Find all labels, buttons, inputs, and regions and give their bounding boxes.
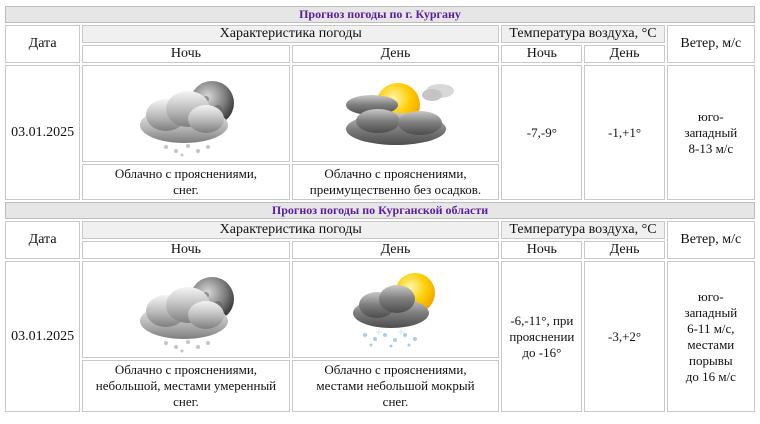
- day-description: [292, 360, 500, 412]
- wind-line: юго-: [698, 108, 724, 124]
- description-line: небольшой, местами умеренный: [95, 378, 277, 393]
- date-header: Дата: [5, 25, 80, 63]
- temp-line: до -16°: [522, 344, 562, 360]
- wind-cell: [667, 65, 755, 200]
- description-line: преимущественно без осадков.: [309, 182, 482, 197]
- description-line: Облачно с прояснениями,: [114, 166, 258, 181]
- cloudy-sun-sleet-icon: [335, 265, 455, 355]
- wind-header: Ветер, м/с: [667, 221, 755, 259]
- partly-cloudy-sun-icon: [330, 69, 460, 159]
- temp-night-header: Ночь: [501, 241, 582, 259]
- wind-line: 8-13 м/с: [688, 140, 734, 156]
- temp-night-header: Ночь: [501, 45, 582, 63]
- night-description: [82, 360, 290, 412]
- date-header: Дата: [5, 221, 80, 259]
- temp-line: прояснении: [509, 328, 575, 344]
- date-cell: 03.01.2025: [5, 65, 80, 200]
- section-title-region: Прогноз погоды по Курганской области: [5, 202, 755, 219]
- temp-day-cell: -1,+1°: [584, 65, 664, 200]
- forecast-container: [3, 4, 757, 414]
- weather-header: Характеристика погоды: [82, 221, 499, 239]
- description-line: снег.: [173, 394, 199, 409]
- forecast-table: [3, 4, 757, 414]
- cloudy-night-moon-snow-icon: [126, 265, 246, 355]
- temp-line: -6,-11°, при: [510, 312, 574, 328]
- description-line: местами небольшой мокрый: [316, 378, 475, 393]
- description-line: Облачно с прояснениями,: [324, 166, 467, 181]
- day-description: [292, 164, 500, 200]
- temperature-header: Температура воздуха, °С: [501, 221, 664, 239]
- night-header: Ночь: [82, 241, 290, 259]
- description-line: снег.: [173, 182, 199, 197]
- temperature-header: Температура воздуха, °С: [501, 25, 664, 43]
- wind-line: западный: [684, 124, 738, 140]
- description-line: Облачно с прояснениями,: [114, 362, 258, 377]
- weather-header: Характеристика погоды: [82, 25, 499, 43]
- night-description: [82, 164, 290, 200]
- section-title-city: Прогноз погоды по г. Кургану: [5, 6, 755, 23]
- wind-cell: [667, 261, 755, 412]
- night-icon-cell: [82, 261, 290, 358]
- night-icon-cell: [82, 65, 290, 162]
- temp-night-cell: [501, 261, 582, 412]
- day-icon-cell: [292, 65, 500, 162]
- temp-day-header: День: [584, 45, 664, 63]
- wind-line: западный: [684, 304, 738, 320]
- temp-day-header: День: [584, 241, 664, 259]
- wind-line: юго-: [698, 288, 724, 304]
- description-line: снег.: [382, 394, 409, 409]
- night-header: Ночь: [82, 45, 290, 63]
- temp-night-cell: -7,-9°: [501, 65, 582, 200]
- wind-line: 6-11 м/с,: [687, 320, 735, 336]
- wind-header: Ветер, м/с: [667, 25, 755, 63]
- wind-line: местами: [687, 336, 735, 352]
- day-header: День: [292, 45, 500, 63]
- cloudy-night-moon-snow-icon: [126, 69, 246, 159]
- description-line: Облачно с прояснениями,: [324, 362, 467, 377]
- date-cell: 03.01.2025: [5, 261, 80, 412]
- wind-line: порывы: [689, 352, 733, 368]
- wind-line: до 16 м/с: [685, 368, 736, 384]
- temp-day-cell: -3,+2°: [584, 261, 664, 412]
- day-header: День: [292, 241, 500, 259]
- day-icon-cell: [292, 261, 500, 358]
